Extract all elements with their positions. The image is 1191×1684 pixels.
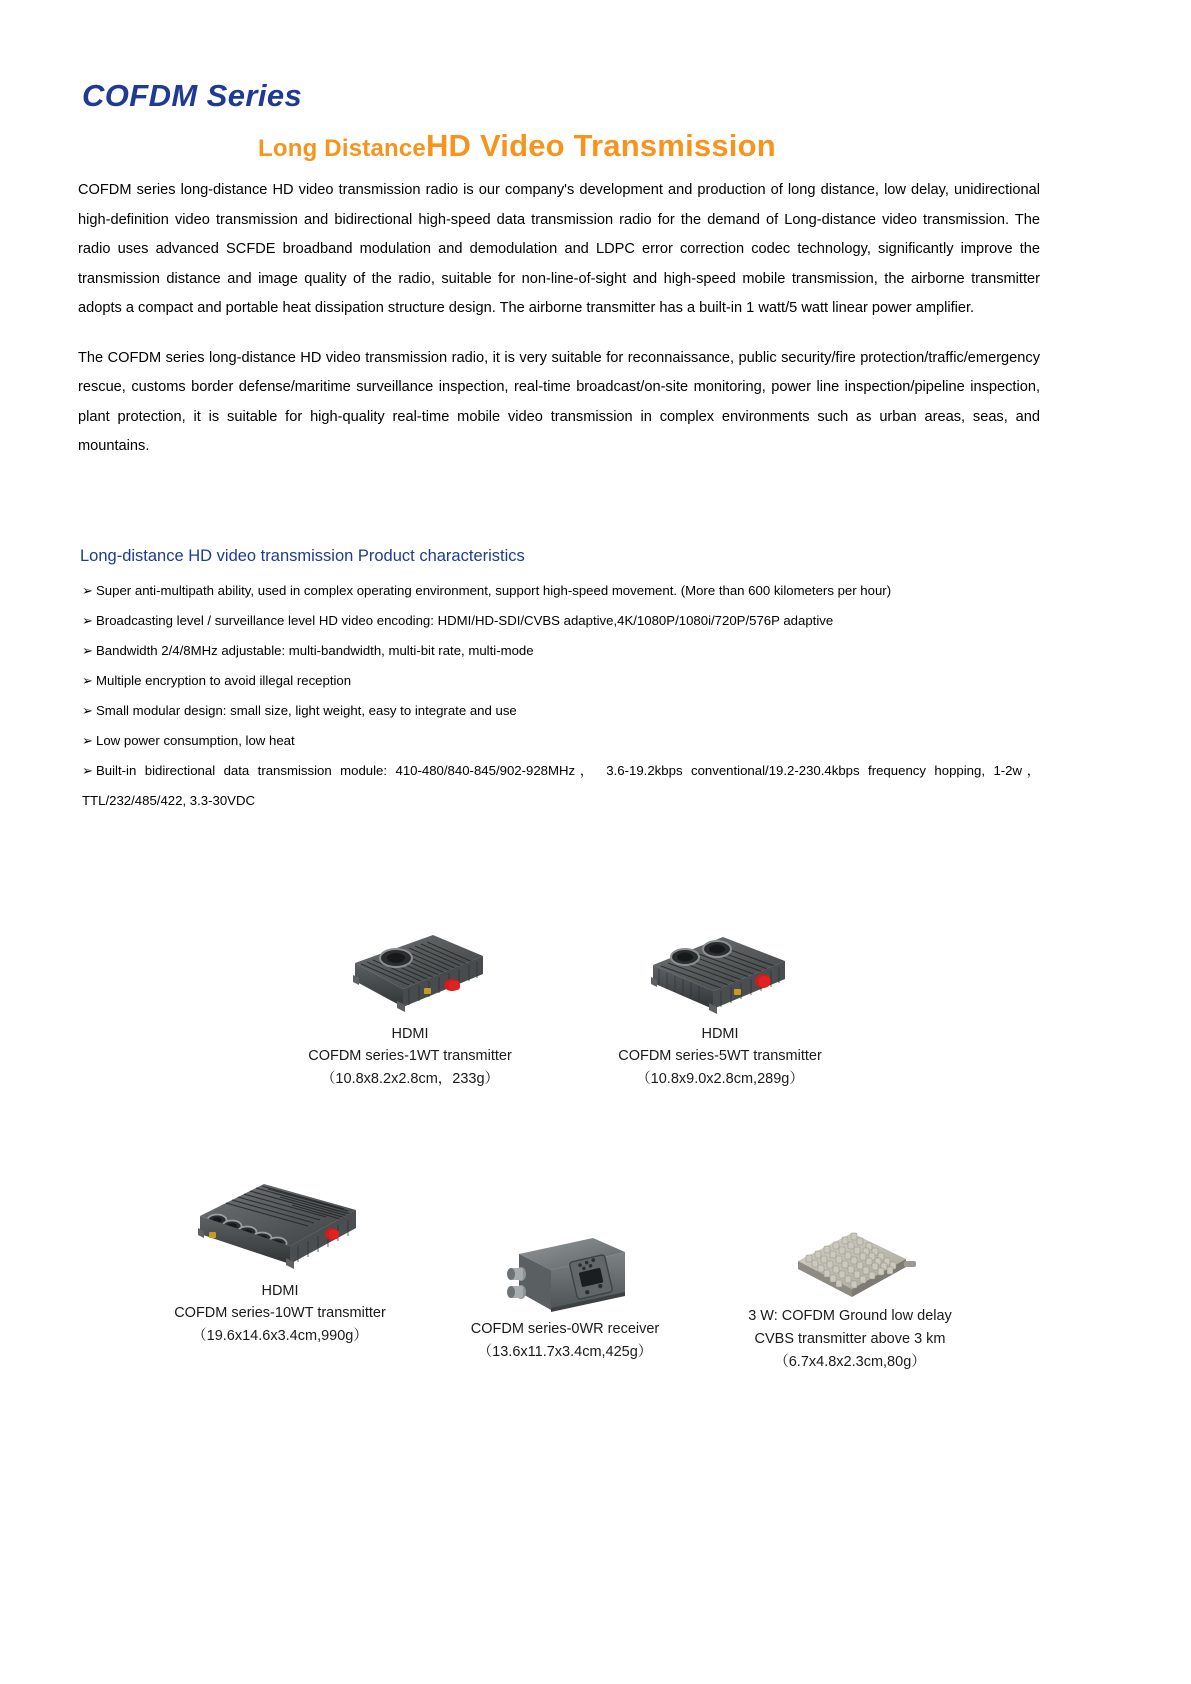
list-item-text: Low power consumption, low heat <box>96 733 295 748</box>
product-name: COFDM series-1WT transmitter <box>308 1048 512 1064</box>
product-spec: （10.8x9.0x2.8cm,289g） <box>636 1071 804 1087</box>
list-item <box>82 636 1040 666</box>
list-item <box>82 666 1040 696</box>
product-card-10wt <box>150 1170 410 1348</box>
intro-paragraph-1: COFDM series long-distance HD video transmission radio is our company's development and production of long distance, low delay, unidirectional high-definition video transmission and bidirectional high-speed data transmission radio for the demand of Long-distance video transmission. The radio uses advanced SCFDE broadband modulation and demodulation and LDPC error correction codec technology, significantly improve the transmission distance and image quality of the radio, suitable for non-line-of-sight and high-speed mobile transmission, the airborne transmitter adopts a compact and portable heat dissipation structure design. The airborne transmitter has a built-in 1 watt/5 watt linear power amplifier. <box>78 182 1040 316</box>
product-name: COFDM series-10WT transmitter <box>174 1305 386 1321</box>
product-interface-label: HDMI <box>261 1283 299 1299</box>
list-item-text: Multiple encryption to avoid illegal reception <box>96 673 352 688</box>
product-image-10wt <box>180 1170 380 1280</box>
product-spec: （13.6x11.7x3.4cm,425g） <box>477 1344 653 1360</box>
list-item <box>82 576 1040 606</box>
intro-paragraph-2: The COFDM series long-distance HD video transmission radio, it is very suitable for reconnaissance, public security/fire protection/traffic/emergency rescue, customs border defense/maritime surveillance inspection, real-time broadcast/on-site monitoring, power line inspection/pipeline inspection, plant protection, it is suitable for high-quality real-time mobile video transmission in complex environments such as urban areas, seas, and mountains. <box>78 349 1040 454</box>
bullet-arrow-icon: ➢ <box>82 703 93 718</box>
list-item-text: Super anti-multipath ability, used in complex operating environment, support high-speed movement. (More than 600 kilometers per hour) <box>96 583 892 598</box>
product-card-ground-cvbs <box>705 1215 995 1374</box>
list-item <box>82 696 1040 726</box>
bullet-arrow-icon: ➢ <box>82 733 93 748</box>
page-title-subtitle <box>258 128 776 164</box>
product-spec: （19.6x14.6x3.4cm,990g） <box>192 1328 368 1344</box>
product-card-1wt <box>285 923 535 1091</box>
product-interface-label: HDMI <box>701 1026 739 1042</box>
finned-transmitter-1fan-icon <box>325 923 495 1023</box>
product-spec: （10.8x8.2x2.8cm，233g） <box>320 1071 500 1087</box>
product-spec: （6.7x4.8x2.3cm,80g） <box>774 1354 926 1370</box>
product-image-ground-cvbs <box>780 1215 920 1305</box>
page-title-brand: COFDM Series <box>82 78 303 113</box>
finned-transmitter-5fan-icon <box>180 1170 380 1280</box>
receiver-box-icon <box>485 1230 645 1318</box>
product-card-5wt <box>595 923 845 1091</box>
product-card-0wr <box>440 1230 690 1364</box>
bullet-arrow-icon: ➢ <box>82 583 93 598</box>
characteristics-list <box>82 576 1040 816</box>
product-name-line-2: CVBS transmitter above 3 km <box>754 1331 946 1347</box>
product-image-1wt <box>325 923 495 1023</box>
list-item <box>82 726 1040 756</box>
list-item-text: Bandwidth 2/4/8MHz adjustable: multi-bandwidth, multi-bit rate, multi-mode <box>96 643 534 658</box>
intro-text-block <box>78 176 1040 482</box>
subtitle-main: HD Video Transmission <box>425 128 776 163</box>
subtitle-prefix: Long Distance <box>258 135 426 162</box>
list-item <box>82 756 1040 816</box>
list-item-text: Built-in bidirectional data transmission module: 410-480/840-845/902-928MHz， 3.6-19.2kbps conventional/19.2-230.4kbps frequency hopping, 1-2w，TTL/232/485/422, 3.3-30VDC <box>82 763 1040 808</box>
bullet-arrow-icon: ➢ <box>82 643 93 658</box>
bullet-arrow-icon: ➢ <box>82 613 93 628</box>
bullet-arrow-icon: ➢ <box>82 673 93 688</box>
list-item-text: Broadcasting level / surveillance level HD video encoding: HDMI/HD-SDI/CVBS adaptive,4K/1080P/1080i/720P/576P adaptive <box>96 613 834 628</box>
list-item <box>82 606 1040 636</box>
pinfin-heatsink-icon <box>780 1215 920 1305</box>
product-image-5wt <box>635 923 805 1023</box>
list-item-text: Small modular design: small size, light weight, easy to integrate and use <box>96 703 517 718</box>
bullet-arrow-icon: ➢ <box>82 763 93 778</box>
product-image-0wr <box>485 1230 645 1318</box>
product-interface-label: HDMI <box>391 1026 429 1042</box>
product-name: COFDM series-5WT transmitter <box>618 1048 822 1064</box>
section-heading-characteristics: Long-distance HD video transmission Product characteristics <box>80 547 525 565</box>
product-name: COFDM series-0WR receiver <box>470 1321 660 1337</box>
finned-transmitter-2fan-icon <box>635 923 805 1023</box>
product-name-line-1: 3 W: COFDM Ground low delay <box>748 1308 952 1324</box>
